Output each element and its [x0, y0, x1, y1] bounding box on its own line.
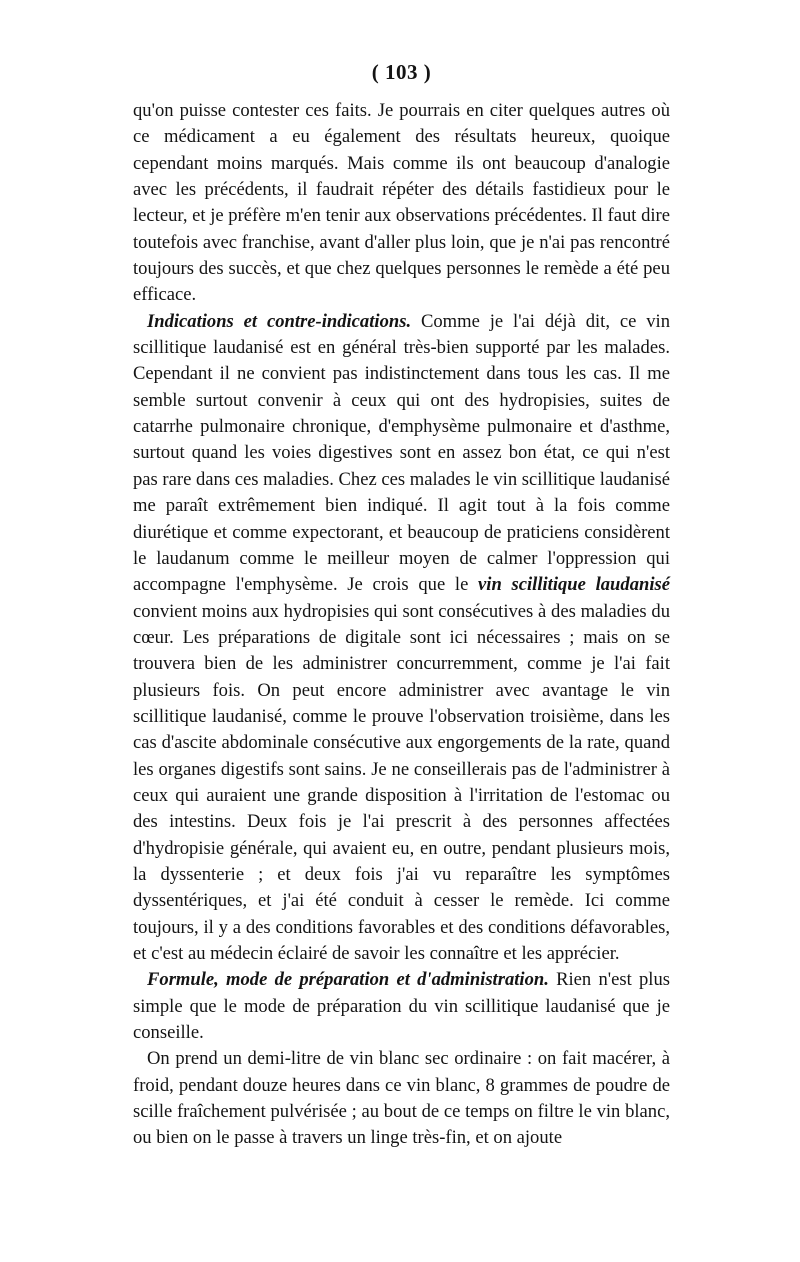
- paragraph-continuation: qu'on puisse contester ces faits. Je pourrais en citer quelques autres où ce médicament a eu également des résultats heureux, quoique cependant moins marqués. Mais comme ils ont beaucoup d'analogie avec les précédents, il faudrait répéter des détails fastidieux pour le lecteur, et je préfère m'en tenir aux observations précédentes. Il faut dire toutefois avec franchise, avant d'aller plus loin, que je n'ai pas rencontré toujours des succès, et que chez quelques personnes le remède a été peu efficace.: [133, 100, 670, 306]
- indications-text-before: Comme je l'ai déjà dit, ce vin scillitique laudanisé est en général très-bien supporté par les malades. Cependant il ne convient pas indistinctement dans tous les cas. Il me semble surtout convenir à ceux qui ont des hydropisies, suites de catarrhe pulmonaire chronique, d'emphysème pulmonaire et d'asthme, surtout quand les voies digestives sont en assez bon état, ce qui n'est pas rare dans ces maladies. Chez ces malades le vin scillitique laudanisé me paraît extrêmement bien indiqué. Il agit tout à la fois comme diurétique et comme expectorant, et beaucoup de praticiens considèrent le laudanum comme le meilleur moyen de calmer l'oppression qui accompagne l'emphysème. Je crois que le: [133, 310, 671, 596]
- paragraph-formule: [133, 967, 670, 1046]
- page-number: ( 103 ): [371, 60, 432, 84]
- book-page: [133, 58, 670, 1152]
- paragraph-indications: [133, 309, 670, 968]
- indications-text-after: convient moins aux hydropisies qui sont consécutives à des maladies du cœur. Les préparations de digitale sont ici nécessaires ; mais on se trouvera bien de les administrer concurremment, comme je l'ai fait plusieurs fois. On peut encore administrer avec avantage le vin scillitique laudanisé, comme le prouve l'observation troisième, dans les cas d'ascite abdominale consécutive aux engorgements de la rate, quand les organes digestifs sont sains. Je ne conseillerais pas de l'administrer à ceux qui auraient une grande disposition à l'irritation de l'estomac ou des intestins. Deux fois je l'ai prescrit à des personnes affectées d'hydropisie générale, qui avaient eu, en outre, pendant plusieurs mois, la dyssenterie ; et deux fois j'ai vu reparaître les symptômes dyssentériques, et j'ai été conduit à cesser le remède. Ici comme toujours, il y a des conditions favorables et des conditions défavorables, et c'est au médecin éclairé de savoir les connaître et les apprécier.: [133, 600, 670, 964]
- paragraph-preparation: On prend un demi-litre de vin blanc sec ordinaire : on fait macérer, à froid, pendant douze heures dans ce vin blanc, 8 grammes de poudre de scille fraîchement pulvérisée ; au bout de ce temps on filtre le vin blanc, ou bien on le passe à travers un linge très-fin, et on ajoute: [133, 1048, 670, 1149]
- section-heading-formule: Formule, mode de préparation et d'administration.: [147, 969, 549, 991]
- emphasis-vin-scillitique: vin scillitique laudanisé: [478, 574, 670, 596]
- section-heading-indications: Indications et contre-indications.: [147, 310, 412, 332]
- formule-text: Rien n'est plus simple que le mode de préparation du vin scillitique laudanisé que je conseille.: [133, 969, 670, 1044]
